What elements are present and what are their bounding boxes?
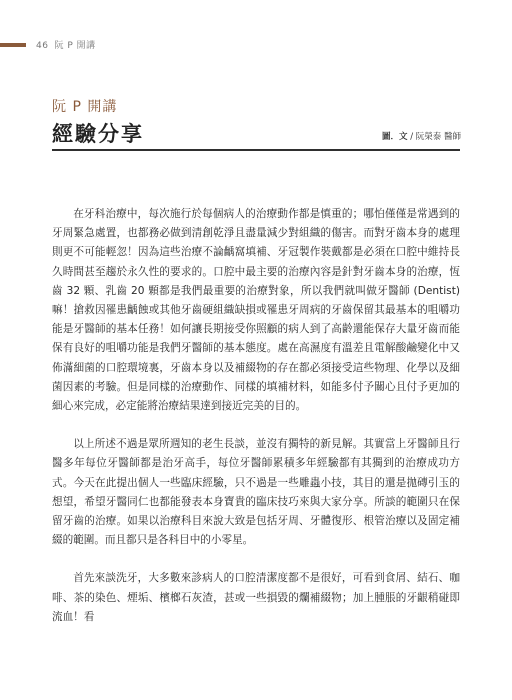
page-number: 46 xyxy=(36,41,49,51)
paragraph-1: 在牙科治療中，每次施行於每個病人的治療動作都是慎重的；哪怕僅僅是常遇到的牙周緊急處置，也都務必做到清創乾淨且盡量減少對組織的傷害。而對牙齒本身的處理則更不可能輕忽！因為這些治療不論齲窩填補、牙冠製作裝戴都是必須在口腔中維持長久時間甚至趨於永久性的要求的。口腔中最主要的治療內容是針對牙齒本身的治療，恆齒 32 顆、乳齒 20 顆都是我們最重要的治療對象，所以我們就叫做牙醫師 (Dentist) 嘛！搶救因罹患齲蝕或其他牙齒硬組織缺損或罹患牙周病的牙齒保留其最基本的咀嚼功能是牙醫師的基本任務！如何讓長期接受你照顧的病人到了高齡還能保存大量牙齒而能保有良好的咀嚼功能是我們牙醫師的基本態度。處在高濕度有溫差且電解酸鹼變化中又佈滿細菌的口腔環境裏，牙齒本身以及補綴物的存在都必須接受這些物理、化學以及細菌因素的考驗。但是同樣的治療動作、同樣的填補材料，如能多付予關心且付予更加的細心來完成，必定能將治療結果達到接近完美的目的。 xyxy=(52,208,460,413)
running-header xyxy=(36,38,96,51)
paragraph-2: 以上所述不過是眾所週知的老生長談，並沒有獨特的新見解。其實當上牙醫師且行醫多年每位牙醫師都是治牙高手，每位牙醫師累積多年經驗都有其獨到的治療成功方式。今天在此提出個人一些臨床經驗，只不過是一些雕蟲小技，其目的還是拋磚引玉的想望，希望牙醫同仁也都能發表本身寶貴的臨床技巧來與大家分享。所談的範圍只在保留牙齒的治療。如果以治療科目來說大致是包括牙周、牙體復形、根管治療以及固定補綴的範圍。而且都只是各科目中的小零星。 xyxy=(52,438,460,547)
article-body xyxy=(52,205,460,646)
title-divider xyxy=(52,149,460,151)
section-name: 阮 P 開講 xyxy=(54,41,96,51)
article-title: 經驗分享 xyxy=(52,122,144,146)
paragraph-3: 首先來談洗牙，大多數來診病人的口腔清潔度都不是很好，可看到食屑、結石、咖啡、茶的染色、煙垢、檳榔石灰渣，甚或一些損毀的爛補綴物；加上腫脹的牙齦稍碰即流血！看 xyxy=(52,572,460,623)
byline: 圖．文 / 阮榮泰 醫師 xyxy=(382,132,461,142)
byline-author: 阮榮泰 醫師 xyxy=(415,132,461,142)
byline-role: 圖．文 xyxy=(382,132,408,142)
column-kicker: 阮 P 開講 xyxy=(52,99,118,115)
header-accent-bar xyxy=(0,43,26,47)
